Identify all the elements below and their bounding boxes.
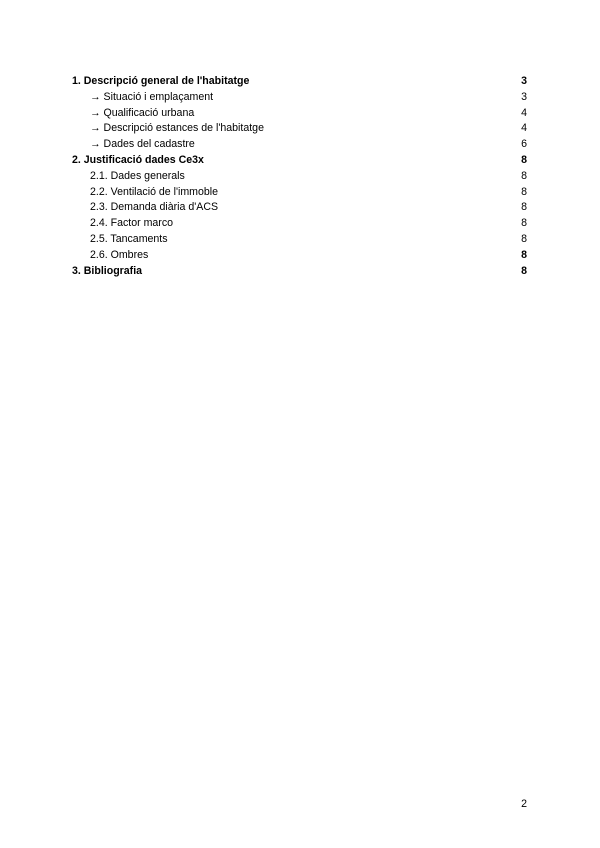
toc-entry-ventilacio[interactable] (72, 185, 527, 201)
toc-entry-page: 8 (521, 264, 527, 277)
page-number: 2 (521, 798, 527, 810)
toc-entry-title: 2.2. Ventilació de l'immoble (90, 185, 219, 198)
toc-entry-title: → Qualificació urbana (90, 106, 195, 119)
toc-entry-page: 4 (521, 106, 527, 119)
toc-entry-page: 4 (521, 122, 527, 135)
toc-entry-page: 8 (521, 169, 527, 182)
toc-entry-estances[interactable] (72, 121, 527, 137)
toc-entry-title: 2.3. Demanda diària d'ACS (90, 201, 219, 214)
toc-entry-page: 6 (521, 138, 527, 151)
toc-entry-demanda-acs[interactable] (72, 200, 527, 216)
toc-entry-descripcio-general[interactable] (72, 74, 527, 90)
toc-entry-title: → Situació i emplaçament (90, 90, 214, 103)
toc-entry-factor-marco[interactable] (72, 216, 527, 232)
toc-entry-title: 3. Bibliografia (72, 264, 143, 277)
toc-entry-ombres[interactable] (72, 248, 527, 264)
toc-entry-page: 3 (521, 75, 527, 87)
toc-entry-title: 2.6. Ombres (90, 248, 149, 261)
toc-entry-qualificacio[interactable] (72, 106, 527, 122)
toc-entry-page: 8 (521, 153, 527, 166)
toc-entry-page: 8 (521, 201, 527, 214)
toc-entry-situacio[interactable] (72, 90, 527, 106)
toc-entry-title: 2. Justificació dades Ce3x (72, 153, 204, 166)
toc-entry-dades-generals[interactable] (72, 169, 527, 185)
toc-entry-tancaments[interactable] (72, 232, 527, 248)
toc-entry-page: 8 (521, 185, 527, 198)
toc-entry-page: 8 (521, 217, 527, 230)
toc-entry-title: 2.5. Tancaments (90, 232, 168, 245)
table-of-contents (72, 74, 527, 279)
toc-entry-justificacio[interactable] (72, 153, 527, 169)
toc-entry-cadastre[interactable] (72, 137, 527, 153)
toc-entry-title: 2.1. Dades generals (90, 169, 185, 182)
toc-entry-page: 8 (521, 232, 527, 245)
toc-entry-title: → Descripció estances de l'habitatge (90, 122, 264, 135)
toc-entry-title: → Dades del cadastre (90, 138, 195, 151)
toc-entry-bibliografia[interactable] (72, 264, 527, 280)
toc-entry-title: 2.4. Factor marco (90, 217, 174, 230)
toc-entry-page: 8 (521, 248, 527, 261)
toc-entry-title: 1. Descripció general de l'habitatge (72, 75, 250, 87)
toc-entry-page: 3 (521, 90, 527, 103)
